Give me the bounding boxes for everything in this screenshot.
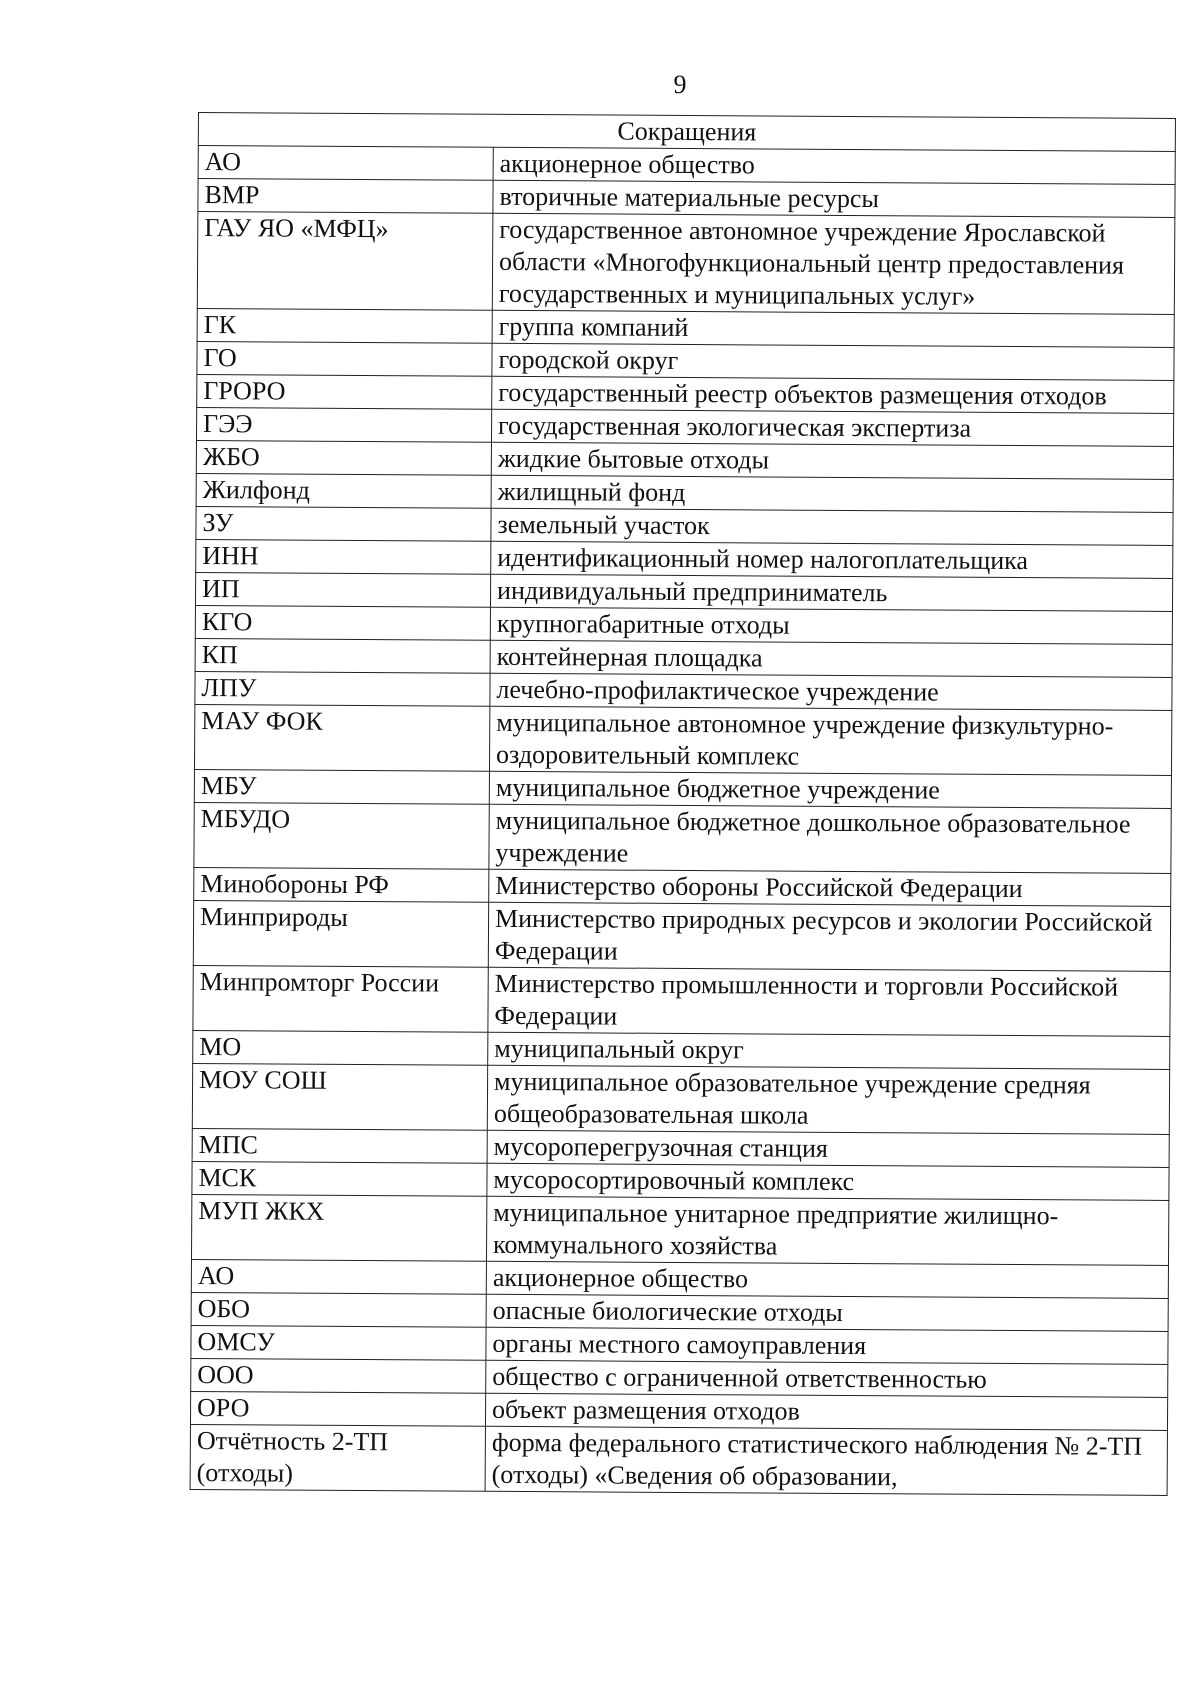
abbreviation-cell	[190, 1391, 485, 1426]
abbreviation-text: ЖБО	[202, 442, 260, 472]
abbreviation-cell	[193, 1030, 488, 1065]
definition-cell	[489, 804, 1171, 873]
definition-text: муниципальное образовательное учреждение средняя общеобразовательная школа	[493, 1066, 1091, 1130]
definition-cell	[491, 442, 1173, 479]
definition-text: муниципальное бюджетное учреждение	[495, 772, 940, 805]
definition-cell	[490, 640, 1172, 677]
abbreviation-text: ВМР	[204, 180, 260, 210]
table-row	[194, 867, 1171, 906]
abbreviation-text: ЗУ	[202, 508, 234, 538]
abbreviation-text: МБУДО	[200, 804, 291, 834]
definition-cell	[488, 1032, 1170, 1069]
abbreviation-text: КП	[201, 640, 238, 670]
abbreviation-text: АО	[197, 1261, 235, 1291]
abbreviation-text: ОБО	[197, 1294, 251, 1324]
abbreviation-text: Минприроды	[199, 902, 348, 932]
definition-text: муниципальный округ	[494, 1033, 744, 1065]
definition-text: муниципальное автономное учреждение физкультурно-оздоровительный комплекс	[495, 707, 1114, 771]
definition-cell	[491, 508, 1173, 545]
abbreviation-text: ООО	[197, 1360, 254, 1390]
definition-text: Министерство промышленности и торговли Российской Федерации	[494, 968, 1119, 1031]
definition-cell	[487, 1130, 1169, 1167]
abbreviation-cell	[191, 1358, 486, 1393]
definition-cell	[493, 180, 1175, 217]
abbreviation-cell	[196, 440, 491, 475]
abbreviation-cell	[192, 1128, 487, 1163]
definition-cell	[488, 967, 1170, 1036]
definition-cell	[485, 1426, 1167, 1495]
definition-text: Министерство обороны Российской Федерации	[495, 870, 1023, 904]
abbreviation-cell	[198, 146, 493, 181]
definition-cell	[492, 376, 1174, 413]
definition-text: органы местного самоуправления	[492, 1328, 867, 1361]
abbreviation-text: МАУ ФОК	[201, 706, 323, 736]
definition-cell	[487, 1065, 1169, 1134]
definition-text: идентификационный номер налогоплательщика	[497, 542, 1029, 576]
definition-cell	[492, 310, 1174, 347]
abbreviation-cell	[191, 1259, 486, 1294]
table-row	[190, 1424, 1167, 1495]
definition-cell	[486, 1294, 1168, 1331]
definition-text: объект размещения отходов	[491, 1394, 800, 1426]
table-body	[190, 146, 1175, 1496]
definition-cell	[487, 1163, 1169, 1200]
definition-text: опасные биологические отходы	[492, 1295, 843, 1327]
abbreviation-text: ГК	[203, 310, 237, 340]
table-title: Сокращения	[198, 113, 1175, 152]
definition-text: государственное автономное учреждение Ярославской области «Многофункциональный центр предоставления государственных и муниципальных услуг»	[498, 214, 1125, 311]
definition-cell	[491, 541, 1173, 578]
definition-text: контейнерная площадка	[496, 641, 763, 673]
abbreviation-cell	[196, 506, 491, 541]
table-row	[197, 212, 1175, 315]
abbreviation-cell	[198, 179, 493, 214]
table-row	[193, 900, 1170, 971]
definition-cell	[489, 706, 1171, 775]
definition-text: общество с ограниченной ответственностью	[492, 1361, 987, 1394]
abbreviation-cell	[194, 867, 489, 902]
abbreviation-text: Минпромторг России	[199, 967, 440, 998]
abbreviation-cell	[194, 769, 489, 804]
abbreviation-cell	[193, 900, 488, 967]
abbreviation-text: ЛПУ	[201, 673, 257, 703]
table-row	[194, 802, 1171, 873]
abbreviation-text: МО	[199, 1032, 242, 1062]
abbreviation-cell	[195, 605, 490, 640]
abbreviation-cell	[195, 572, 490, 607]
definition-cell	[486, 1261, 1168, 1298]
definition-text: форма федерального статистического наблюдения № 2-ТП (отходы) «Сведения об образовании,	[491, 1427, 1143, 1492]
table-row	[193, 965, 1170, 1036]
abbreviation-text: ИП	[202, 574, 240, 604]
abbreviation-cell	[197, 212, 493, 311]
abbreviation-cell	[192, 1063, 487, 1130]
definition-cell	[488, 902, 1170, 971]
definition-text: муниципальное бюджетное дошкольное образовательное учреждение	[495, 805, 1131, 868]
definition-cell	[489, 869, 1171, 906]
abbreviation-text: ГАУ ЯО «МФЦ»	[204, 213, 389, 244]
abbreviation-text: КГО	[201, 607, 253, 637]
definition-cell	[492, 213, 1175, 314]
definition-text: жидкие бытовые отходы	[497, 443, 770, 475]
definition-text: крупногабаритные отходы	[496, 608, 790, 640]
definition-text: государственная экологическая экспертиза	[498, 410, 972, 443]
abbreviation-text: МПС	[198, 1130, 259, 1160]
definition-text: государственный реестр объектов размещения отходов	[498, 377, 1107, 411]
abbreviation-cell	[191, 1325, 486, 1360]
definition-cell	[490, 574, 1172, 611]
definition-text: вторичные материальные ресурсы	[499, 181, 880, 214]
definition-text: акционерное общество	[499, 148, 755, 180]
abbreviation-text: ИНН	[202, 541, 259, 571]
table-row	[192, 1063, 1169, 1134]
definition-text: мусоросортировочный комплекс	[493, 1164, 855, 1197]
abbreviation-cell	[196, 539, 491, 574]
abbreviations-table	[190, 112, 1176, 1496]
abbreviation-cell	[192, 1161, 487, 1196]
definition-text: индивидуальный предприниматель	[496, 575, 888, 608]
abbreviation-text: МСК	[198, 1163, 257, 1193]
table-row	[191, 1194, 1168, 1265]
abbreviation-text: МОУ СОШ	[199, 1065, 327, 1095]
definition-text: муниципальное унитарное предприятие жилищно-коммунального хозяйства	[493, 1197, 1059, 1261]
definition-cell	[486, 1360, 1168, 1397]
abbreviation-text: АО	[204, 147, 242, 177]
page-number: 9	[673, 70, 687, 99]
abbreviation-cell	[197, 374, 492, 409]
abbreviation-cell	[191, 1292, 486, 1327]
abbreviation-text: ОМСУ	[197, 1327, 275, 1357]
definition-text: Министерство природных ресурсов и экологии Российской Федерации	[494, 903, 1153, 966]
definition-cell	[491, 475, 1173, 512]
abbreviation-cell	[195, 638, 490, 673]
definition-cell	[492, 343, 1174, 380]
abbreviation-cell	[194, 704, 489, 771]
definition-text: акционерное общество	[492, 1262, 749, 1294]
definition-text: земельный участок	[497, 509, 710, 541]
definition-text: лечебно-профилактическое учреждение	[496, 674, 939, 707]
definition-cell	[486, 1196, 1168, 1265]
definition-text: мусороперегрузочная станция	[493, 1131, 828, 1163]
abbreviation-cell	[190, 1424, 485, 1491]
definition-text: группа компаний	[498, 311, 689, 342]
abbreviation-text: ГО	[203, 343, 237, 373]
abbreviation-cell	[197, 341, 492, 376]
abbreviation-cell	[193, 965, 488, 1032]
abbreviation-cell	[194, 802, 489, 869]
abbreviation-cell	[195, 671, 490, 706]
abbreviation-cell	[197, 308, 492, 343]
abbreviation-text: Минобороны РФ	[200, 869, 389, 900]
definition-text: городской округ	[498, 344, 679, 375]
abbreviation-text: МБУ	[200, 771, 257, 801]
abbreviation-cell	[191, 1194, 486, 1261]
abbreviation-text: ОРО	[196, 1393, 250, 1423]
abbreviation-cell	[196, 407, 491, 442]
definition-cell	[491, 409, 1173, 446]
definition-cell	[485, 1393, 1167, 1430]
abbreviation-text: МУП ЖКХ	[198, 1196, 325, 1226]
abbreviation-text: ГРОРО	[203, 376, 286, 406]
definition-cell	[490, 673, 1172, 710]
abbreviation-text: Отчётность 2-ТП (отходы)	[196, 1426, 389, 1488]
definition-cell	[486, 1327, 1168, 1364]
abbreviation-cell	[196, 473, 491, 508]
abbreviation-text: ГЭЭ	[203, 409, 253, 439]
definition-cell	[493, 147, 1175, 184]
definition-cell	[490, 607, 1172, 644]
abbreviation-text: Жилфонд	[202, 475, 310, 505]
table-row	[194, 704, 1171, 775]
definition-text: жилищный фонд	[497, 476, 686, 507]
definition-cell	[489, 771, 1171, 808]
